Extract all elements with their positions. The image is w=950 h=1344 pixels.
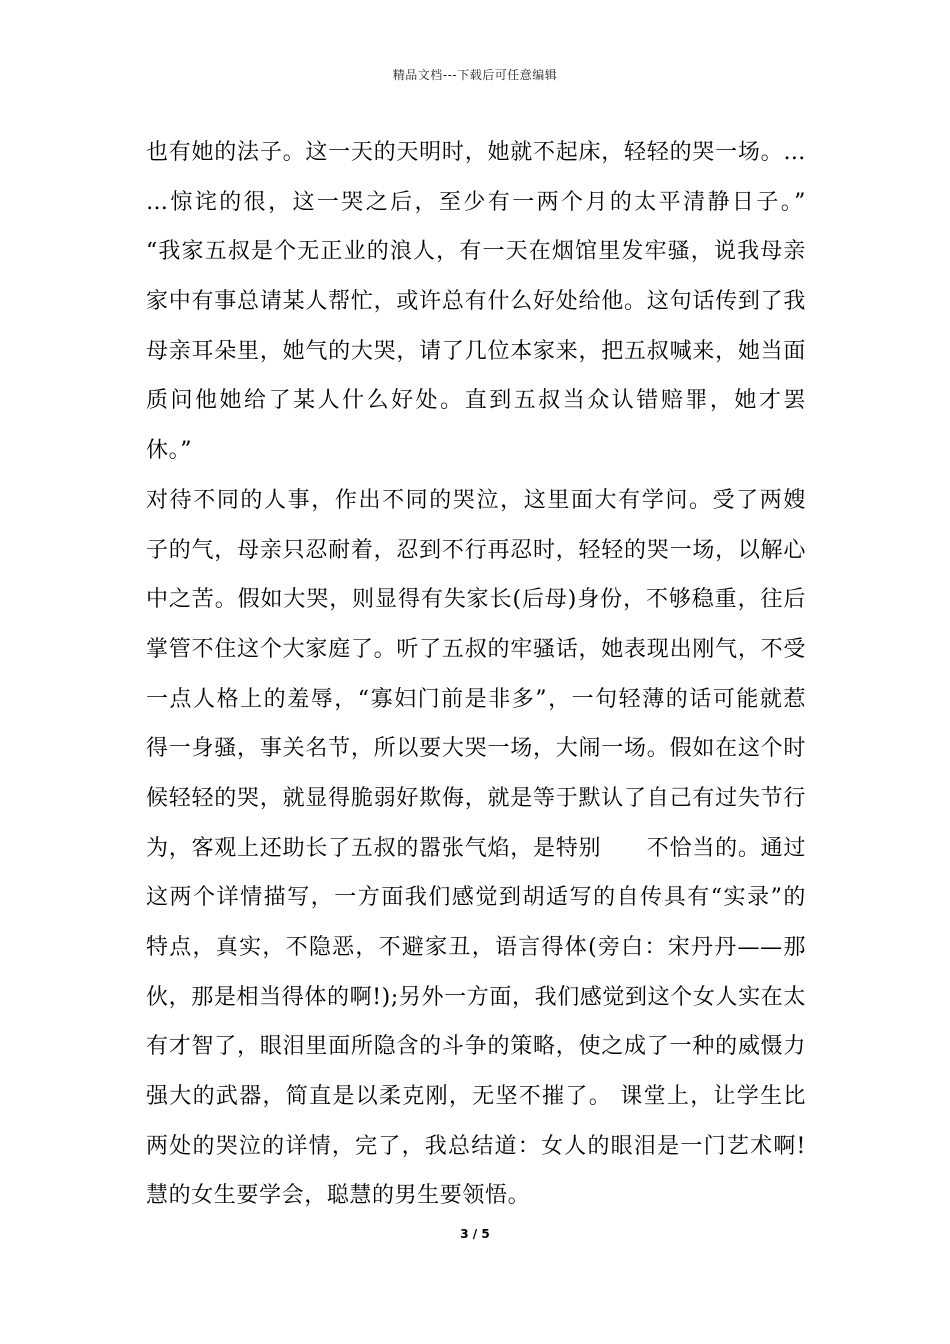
text-line: 质问他她给了某人什么好处。直到五叔当众认错赔罪，她才罢 bbox=[146, 388, 806, 414]
text-line: 子的气，母亲只忍耐着，忍到不行再忍时，轻轻的哭一场，以解心 bbox=[146, 537, 806, 563]
text-line: 中之苦。假如大哭，则显得有失家长(后母)身份，不够稳重，往后 bbox=[146, 587, 806, 613]
text-line: 一点人格上的羞辱，“寡妇门前是非多”，一句轻薄的话可能就惹 bbox=[146, 686, 806, 712]
page-number: 3 / 5 bbox=[460, 1227, 490, 1241]
text-line: …惊诧的很，这一哭之后，至少有一两个月的太平清静日子。” bbox=[146, 189, 806, 215]
text-line: 对待不同的人事，作出不同的哭泣，这里面大有学问。受了两嫂 bbox=[146, 487, 806, 513]
text-line: 得一身骚，事关名节，所以要大哭一场，大闹一场。假如在这个时 bbox=[146, 736, 806, 762]
text-line: 这两个详情描写，一方面我们感觉到胡适写的自传具有“实录”的 bbox=[146, 885, 806, 911]
document-body bbox=[146, 128, 806, 1221]
text-line: 伙，那是相当得体的啊!);另外一方面，我们感觉到这个女人实在太 bbox=[146, 984, 806, 1010]
text-line: 强大的武器，简直是以柔克刚，无坚不摧了。 课堂上，让学生比 bbox=[146, 1084, 806, 1110]
text-line: 家中有事总请某人帮忙，或许总有什么好处给他。这句话传到了我 bbox=[146, 289, 806, 315]
text-line: 特点，真实，不隐恶，不避家丑，语言得体(旁白：宋丹丹——那 bbox=[146, 935, 806, 960]
text-line: 掌管不住这个大家庭了。听了五叔的牢骚话，她表现出刚气，不受 bbox=[146, 636, 806, 662]
text-line: 母亲耳朵里，她气的大哭，请了几位本家来，把五叔喊来，她当面 bbox=[146, 338, 806, 364]
text-line: 候轻轻的哭，就显得脆弱好欺侮，就是等于默认了自己有过失节行 bbox=[146, 785, 806, 811]
text-line: 慧的女生要学会，聪慧的男生要领悟。 bbox=[146, 1183, 531, 1209]
text-line: 也有她的法子。这一天的天明时，她就不起床，轻轻的哭一场。… bbox=[146, 140, 806, 165]
text-line: 休。” bbox=[146, 438, 193, 464]
text-line: 两处的哭泣的详情，完了，我总结道：女人的眼泪是一门艺术啊! bbox=[146, 1133, 806, 1159]
page-header: 精品文档---下载后可任意编辑 bbox=[392, 68, 558, 82]
text-line: 有才智了，眼泪里面所隐含的斗争的策略，使之成了一种的威慑力 bbox=[146, 1034, 806, 1060]
text-line: 为，客观上还助长了五叔的嚣张气焰，是特别 不恰当的。通过 bbox=[146, 835, 806, 861]
text-line: “我家五叔是个无正业的浪人，有一天在烟馆里发牢骚，说我母亲 bbox=[146, 239, 806, 265]
